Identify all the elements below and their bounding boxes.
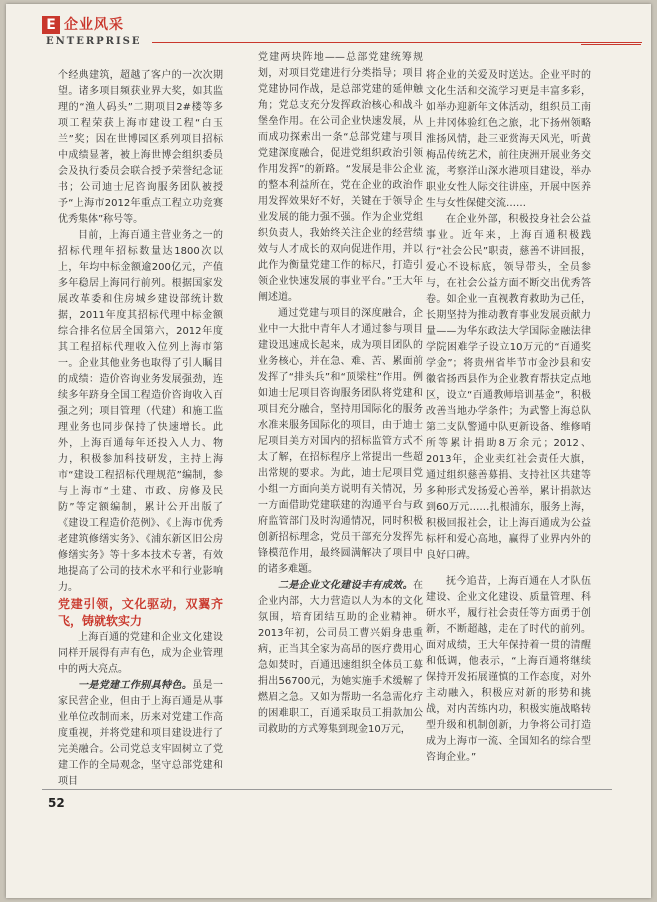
magazine-page [6,4,651,898]
corner-rule [581,44,641,45]
italic-heading: 二是企业文化建设丰有成效。 [278,580,413,591]
paragraph [258,578,423,738]
column-2 [258,50,423,890]
paragraph-body: 虽是一家民营企业，但由于上海百通是从事业单位改制而来，历来对党建工作高度重视，并将党建和项目建设进行了完美融合。公司党总支牢固树立了党建工作的全局观念，坚守总部党建和项目 [58,680,223,787]
section-name: 企业风采 [64,17,124,33]
section-subhead: 党建引领，文化驱动，双翼齐飞，铸就软实力 [58,597,223,628]
column-1 [58,68,223,898]
italic-heading: 一是党建工作别具特色。 [78,680,193,691]
paragraph: 党建两块阵地——总部党建统筹规划，对项目党建进行分类指导；项目党建协同作战，是总部党建的延伸触角；党总支充分发挥政治核心和战斗堡垒作用。在公司企业快速发展，从而成功探索出一条“总部党建与项目党建深度融合，促进党组织政治引领作用发挥”的新路。“发展是非公企业的整本利益所在，党在企业的政治作用发挥效果好不好，关键在于领导企业发展的能力强不强。作为企业党组织负责人，我始终关注企业的经营绩效与人才成长的双向促进作用，并以此作为衡量党建工作的标尺，打造引领企业快速发展的事业平台。”王大年阐述道。 [258,52,423,303]
paragraph: 通过党建与项目的深度融合，企业中一大批中青年人才通过参与项目建设迅速成长起来，成为项目团队的业务核心，并在急、难、苦、累面前发挥了“排头兵”和“顶梁柱”作用。例如迪士尼项目咨询服务团队将党建和项目充分融合，坚持用国际化的服务水准来服务国际化的项目，由于迪士尼项目美方对国内的招标监管方式不太了解，在招标程序上常提出一些超出常规的要求。为此，迪士尼项目党小组一方面向美方说明有关情况，另一方面借助党建联建的沟通平台与政府监管部门及时沟通情况，同时积极创新招标理念，党员干部充分发挥先锋模范作用，最终圆满解决了项目中的诸多难题。 [258,308,423,575]
paragraph: 抚今追昔，上海百通在人才队伍建设、企业文化建设、质量管理、科研水平，履行社会责任等方面勇于创新，不断超越，走在了时代的前列。面对成绩，王大年保持着一贯的清醒和低调，他表示，“上海百通将继续保持开发拓展谨慎的工作态度，对外主动融入，积极应对新的形势和挑战，对内苦练内功，积极实施战略转型升级和机制创新，力争将公司打造成为上海市一流、全国知名的综合型咨询企业。” [426,576,591,763]
column-3 [426,68,591,898]
paragraph: 个经典建筑，超越了客户的一次次期望。诸多项目频获业界大奖，如其监理的“渔人码头”二期项目2#楼等多项工程荣获上海市建设工程“白玉兰”奖；因在世博园区系列项目招标中成绩显著，被上海世博会组织委员会及执行委员会联合授予荣誉纪念证书；公司迪士尼咨询服务团队被授予“上海市2012年重点工程立功竞赛优秀集体”称号等。 [58,70,223,225]
paragraph: 目前，上海百通主营业务之一的招标代理年招标数量达1800次以上，年均中标金额逾200亿元，产值多年稳居上海同行前列。根据国家发展改革委和住房城乡建设部统计数据，2011年度其招标代理中标金额综合排名位居全国第六，2012年度其工程招标代理收入位列上海市第一。企业其他业务也取得了引人瞩目的成绩：造价咨询业务发展强劲，连续多年跻身全国工程造价咨询收入百强之列；项目管理（代建）和施工监理业务也同步保持了快速增长。此外，上海百通每年还投入人力、物力，积极参加科技研发，主持上海市“建设工程招标代理规范”编制，参与上海市“土建、市政、房修及民防”等定额编制，累计公开出版了《建设工程造价范例》、《上海市优秀老建筑修缮实务》、《浦东新区旧公房修缮实务》等十多本技术专著，有效地提高了公司的技术水平和行业影响力。 [58,230,223,593]
header-rule [152,42,642,43]
section-english-name: ENTERPRISE [46,36,142,47]
paragraph: 在企业外部，积极投身社会公益事业。近年来，上海百通积极践行“社会公民”职责，慈善不讲回报，爱心不设标底，领导带头，全员参与，在社会公益方面不断交出优秀答卷。如企业一直视教育救助为己任，长期坚持为推动教育事业发展贡献力量——为华东政法大学国际金融法律学院困难学子设立10万元的“百通奖学金”；将贵州省毕节市金沙县和安徽省扬西县作为企业教育帮扶定点地区，设立“百通教师培训基金”，积极改善当地办学条件；为武警上海总队第二支队警通中队更新设备、维修哨所等累计捐助8万余元；2012、2013年，企业卖红社会责任大旗，通过组织慈善募捐、支持社区共建等多种形式发扬爱心善举，累计捐款达到60万元……扎根浦东，服务上海，积极回报社会，让上海百通成为公益标杆和爱心高地，赢得了业界内外的良好口碑。 [426,214,591,561]
section-logo: E [42,16,60,34]
paragraph: 上海百通的党建和企业文化建设同样开展得有声有色，成为企业管理中的两大亮点。 [58,632,223,675]
paragraph-body: 在企业内部，大力营造以人为本的文化氛围，培育团结互助的企业精神。2013年初，公司员工曹兴娟身患重病，正当其全家为高昂的医疗费用心急如焚时，百通迅速组织全体员工募捐出56700元，为她实施手术缓解了燃眉之急。又如为帮助一名急需化疗的困难职工，百通采取员工捐款加公司救助的方式筹集到现金10万元， [258,580,423,735]
paragraph [58,678,223,790]
footer-rule [42,789,612,790]
page-number: 52 [48,796,65,810]
page-header [42,12,632,52]
paragraph: 将企业的关爱及时送达。企业平时的文化生活和交流学习更是丰富多彩，如举办迎新年文体活动，组织员工南上井冈体验红色之旅，北下扬州领略淮扬风情，赴三亚赏海天风光，听黄梅品传统艺术，前往庚洲开展业务交流，考察洋山深水港项目建设，举办职业女性人际交往讲座，开展中医养生与女性保健交流…… [426,70,591,209]
